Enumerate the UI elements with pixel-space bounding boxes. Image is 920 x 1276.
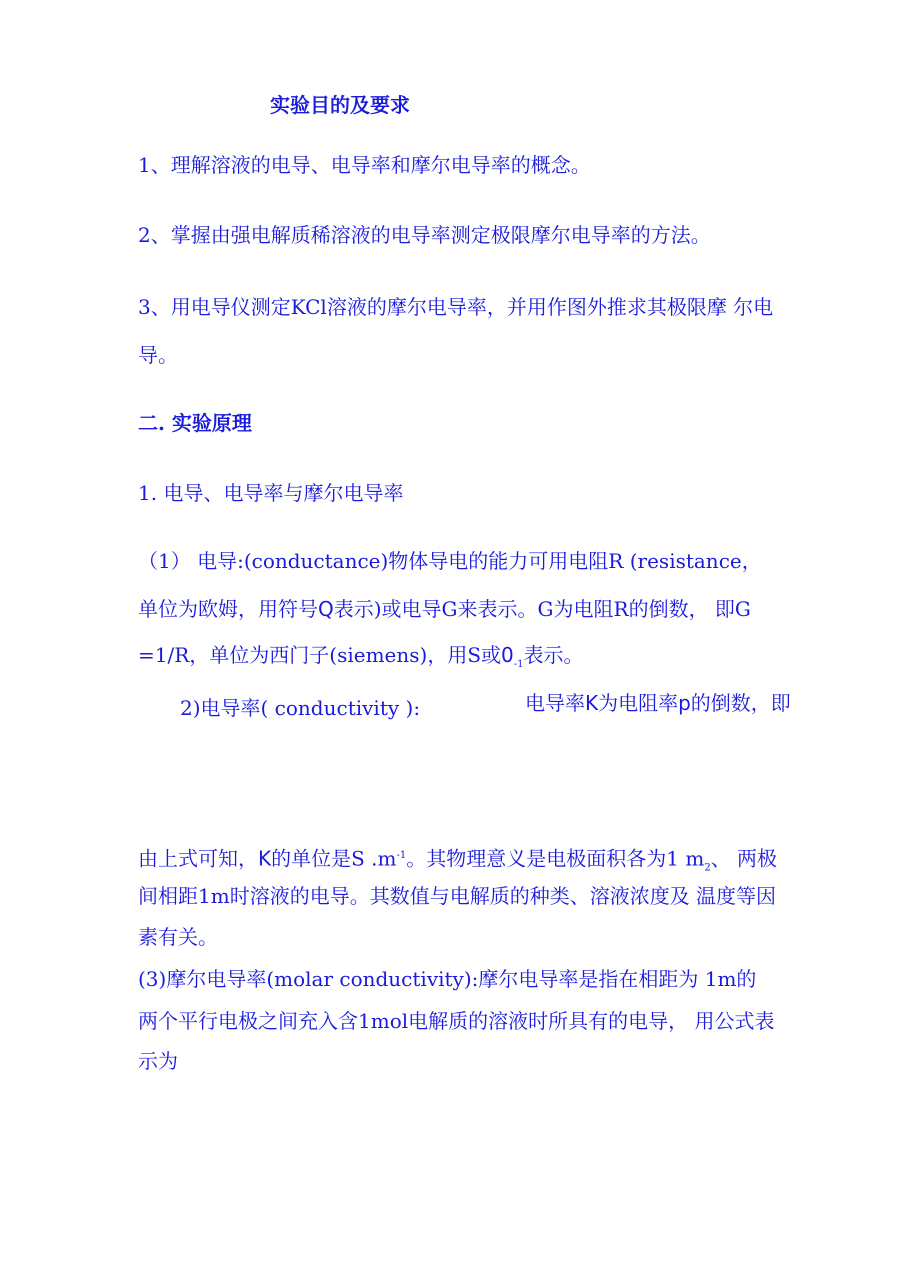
requirement-3-line-2: 导。 [138, 343, 178, 367]
requirement-2: 2、掌握由强电解质稀溶液的电导率测定极限摩尔电导率的方法。 [138, 223, 711, 247]
paragraph-units-line-2: 间相距1m时溶液的电导。其数值与电解质的种类、溶液浓度及 温度等因 [138, 884, 777, 908]
paragraph-conductance-line-1: （1） 电导:(conductance)物体导电的能力可用电阻R (resistance， [138, 549, 762, 573]
requirement-3-line-1: 3、用电导仪测定KCl溶液的摩尔电导率，并用作图外推求其极限摩 尔电 [138, 295, 774, 319]
paragraph-conductivity-label: 2)电导率( conductivity ): [180, 696, 421, 720]
paragraph-molar-line-2: 两个平行电极之间充入含1mol电解质的溶液时所具有的电导， 用公式表 [138, 1009, 775, 1033]
paragraph-molar-line-1: (3)摩尔电导率(molar conductivity):摩尔电导率是指在相距为 1m的 [138, 967, 757, 991]
paragraph-conductance-line-3: =1/R，单位为西门子(siemens)，用S或$0_{-1}$表示。 [138, 643, 584, 670]
requirement-1: 1、理解溶液的电导、电导率和摩尔电导率的概念。 [138, 153, 591, 177]
paragraph-conductance-line-2: 单位为欧姆，用符号Q表示)或电导G来表示。G为电阻R的倒数， 即G [138, 597, 751, 621]
paragraph-molar-line-3: 示为 [138, 1049, 178, 1073]
heading-principles: 二. 实验原理 [138, 411, 252, 435]
section-1-title: 1. 电导、电导率与摩尔电导率 [138, 481, 404, 505]
paragraph-conductivity-definition: 电导率K为电阻率p的倒数，即 [525, 691, 791, 715]
heading-objectives: 实验目的及要求 [270, 93, 410, 117]
paragraph-units-line-3: 素有关。 [138, 925, 218, 949]
paragraph-units-line-1: 由上式可知，K的单位是S $.m^{-1}$。其物理意义是电极面积各为1 $m_2$、 两极 [138, 846, 778, 874]
